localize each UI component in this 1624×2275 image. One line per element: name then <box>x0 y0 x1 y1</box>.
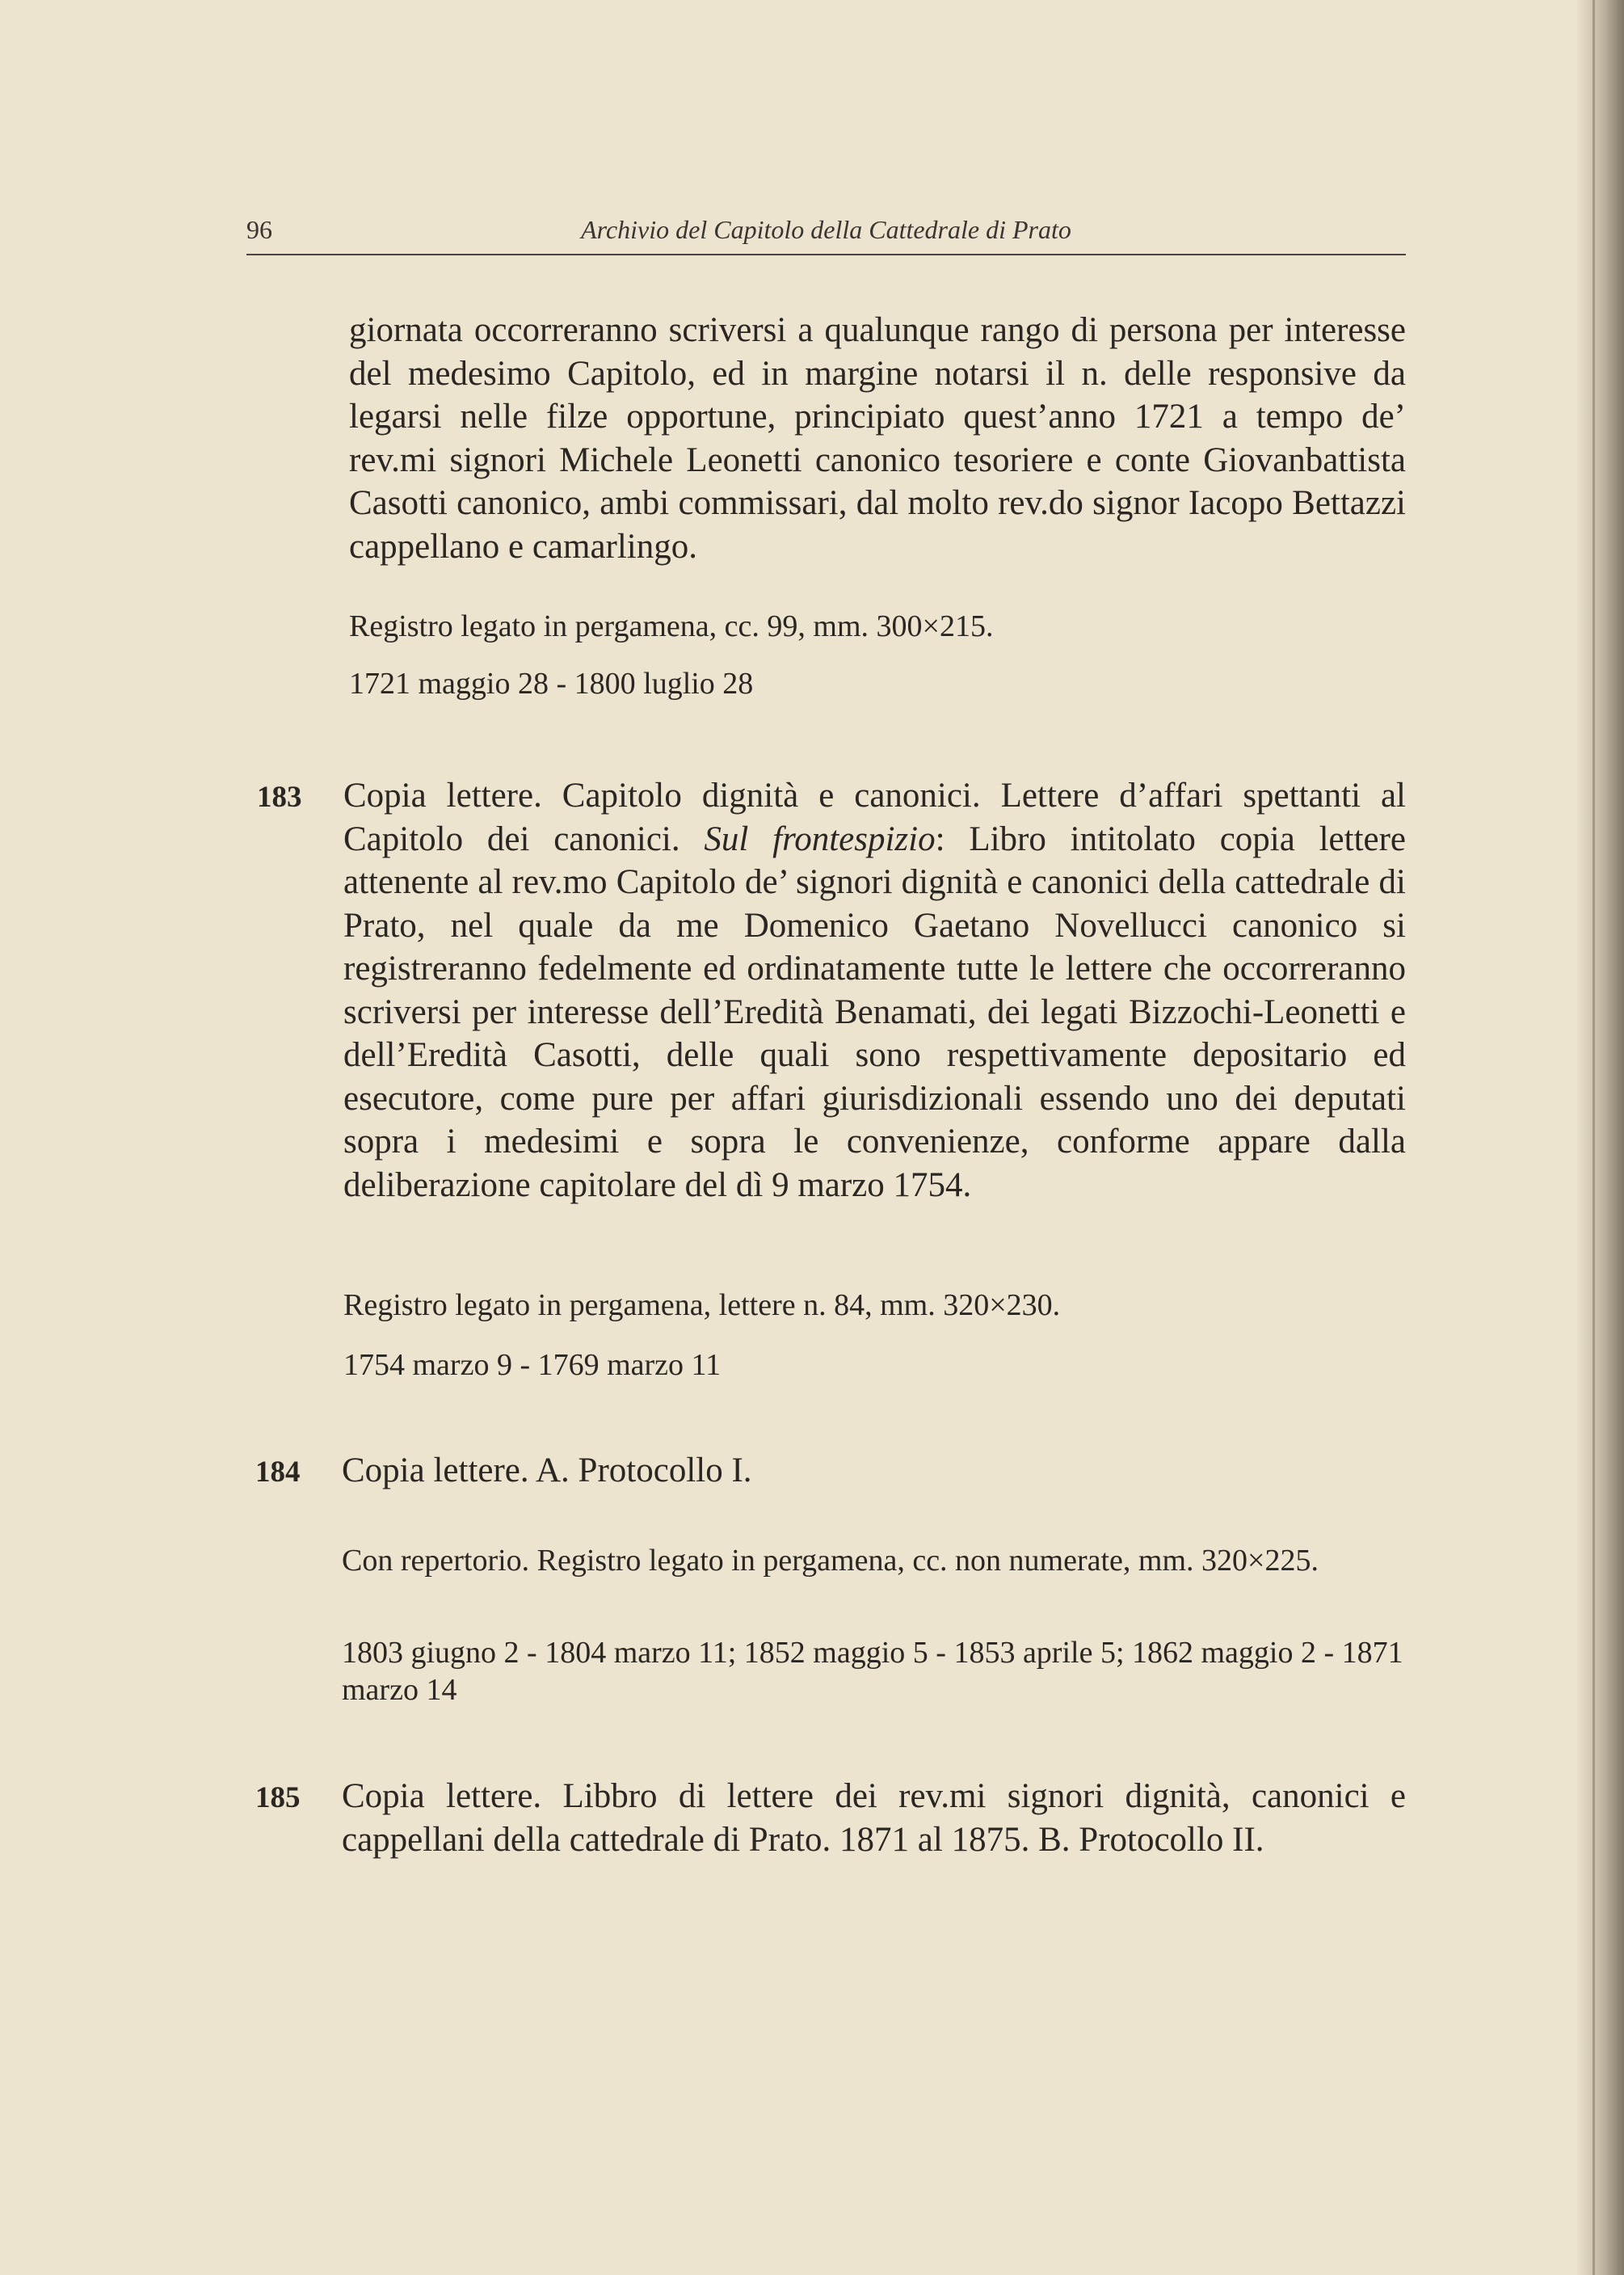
entry-183-physical <box>343 1287 1406 1324</box>
physical-description: Registro legato in pergamena, cc. 99, mm. 300×215. <box>349 609 994 643</box>
entry-185 <box>342 1775 1406 1861</box>
entry-number-185: 185 <box>255 1781 301 1814</box>
entry-183-dates <box>343 1346 1406 1384</box>
continued-text: giornata occorreranno scriversi a qualunque rango di persona per interesse del medesimo Capitolo, ed in margine notarsi il n. delle responsive da legarsi nelle filze opportune, principiato quest’anno 1721 a tempo de’ rev.mi signori Michele Leonetti canonico tesoriere e conte Giovanbattista Casotti canonico, ambi commissari, dal molto rev.do signor Iacopo Bettazzi cappellano e camarlingo. <box>349 311 1406 566</box>
entry-number-183: 183 <box>257 781 302 814</box>
entry-title: Copia lettere. A. Protocollo I. <box>342 1451 752 1489</box>
page-edge-line <box>1592 0 1595 2275</box>
entry-184-dates <box>342 1634 1406 1708</box>
entry-title-part: : Libro intitolato copia lettere attenente al rev.mo Capitolo de’ signori dignità e canonici della cattedrale di Prato, nel quale da me Domenico Gaetano Novellucci canonico si registreranno fedelmente ed ordinatamente tutte le lettere che occorreranno scriversi per interesse dell’Eredità Benamati, dei legati Bizzochi-Leonetti e dell’Eredità Casotti, delle quali sono respettivamente depositario ed esecutore, come pure per affari giurisdizionali essendo uno dei deputati sopra i medesimi e sopra le convenienze, conforme appare dalla deliberazione capitolare del dì 9 marzo 1754. <box>343 819 1407 1204</box>
entry-183 <box>343 774 1406 1207</box>
date-range: 1754 marzo 9 - 1769 marzo 11 <box>343 1348 722 1382</box>
entry-number-184: 184 <box>255 1456 301 1489</box>
entry-184-physical <box>342 1542 1406 1579</box>
date-range: 1721 maggio 28 - 1800 luglio 28 <box>349 667 754 701</box>
entry-title <box>343 774 1406 1207</box>
running-title: Archivio del Capitolo della Cattedrale di Prato <box>581 215 1071 244</box>
date-range: 1803 giugno 2 - 1804 marzo 11; 1852 maggio 5 - 1853 aprile 5; 1862 maggio 2 - 1871 marzo 14 <box>342 1636 1403 1707</box>
continued-physical-description <box>349 608 1406 645</box>
continued-date-range <box>349 665 1406 702</box>
running-header <box>246 209 1406 255</box>
entry-title-part: Copia lettere. Capitolo dignità e canonici. Lettere d’affari spettanti al Capitolo dei canonici. <box>343 777 1406 858</box>
physical-description: Registro legato in pergamena, lettere n. 84, mm. 320×230. <box>343 1288 1061 1322</box>
page-number: 96 <box>246 215 272 244</box>
page-gutter-shadow <box>1576 0 1624 2275</box>
frontespizio-label: Sul frontespizio <box>704 819 936 858</box>
entry-184 <box>342 1449 1406 1493</box>
entry-title: Copia lettere. Libbro di lettere dei rev.mi signori dignità, canonici e cappellani della cattedrale di Prato. 1871 al 1875. B. Protocollo II. <box>342 1777 1406 1859</box>
continued-entry <box>349 309 1406 568</box>
physical-description: Con repertorio. Registro legato in pergamena, cc. non numerate, mm. 320×225. <box>342 1544 1319 1578</box>
